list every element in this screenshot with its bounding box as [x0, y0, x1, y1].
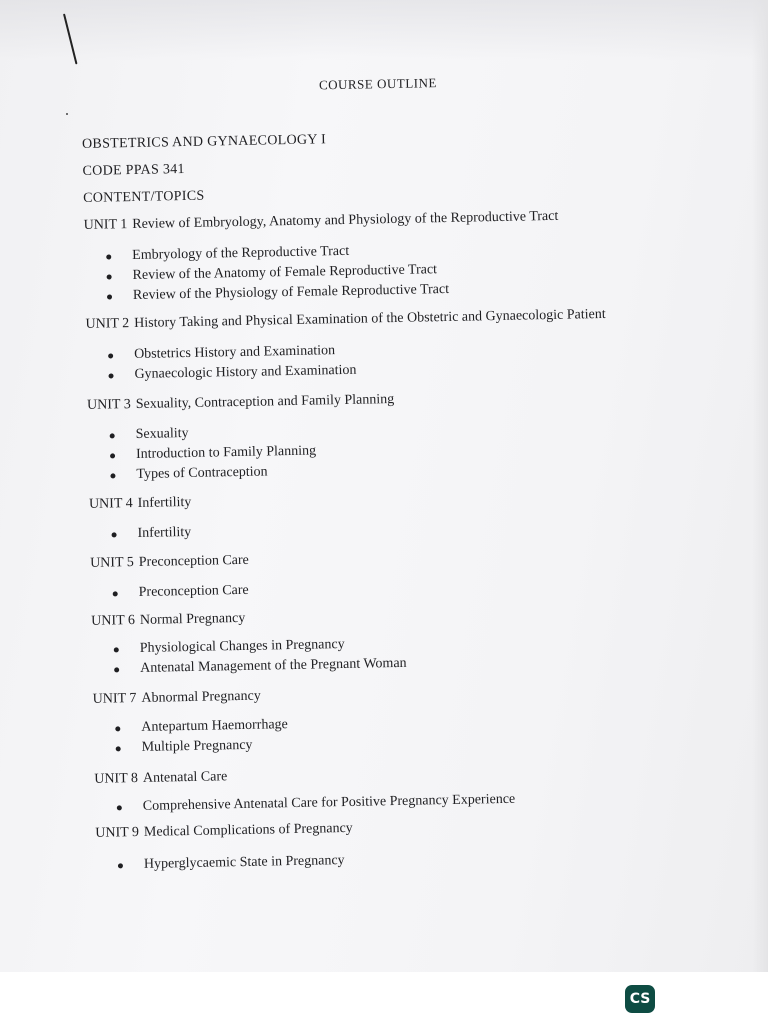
- course-code: CODE PPAS 341: [82, 161, 185, 179]
- topic-list: [115, 715, 288, 758]
- unit-title: Normal Pregnancy: [139, 610, 246, 628]
- unit-title: Infertility: [137, 494, 192, 511]
- topic-item: Preconception Care: [113, 581, 249, 604]
- unit-label: UNIT 3: [86, 397, 131, 413]
- topic-list: [108, 341, 357, 386]
- topic-item: Gynaecologic History and Examination: [108, 361, 356, 386]
- course-name: OBSTETRICS AND GYNAECOLOGY I: [81, 132, 327, 152]
- unit-heading: [94, 769, 227, 788]
- unit-label: UNIT 1: [83, 217, 128, 233]
- topic-item: Review of the Physiology of Female Reproductive Tract: [107, 280, 449, 307]
- topic-item: Physiological Changes in Pregnancy: [114, 634, 407, 660]
- unit-heading: [85, 307, 605, 333]
- unit-title: Sexuality, Contraception and Family Planning: [135, 392, 395, 412]
- unit-heading: [93, 689, 261, 708]
- unit-label: UNIT 5: [89, 555, 134, 571]
- topic-item: Comprehensive Antenatal Care for Positive Pregnancy Experience: [117, 790, 516, 818]
- unit-label: UNIT 7: [92, 691, 137, 707]
- unit-label: UNIT 6: [91, 613, 136, 629]
- topic-item: Hyperglycaemic State in Pregnancy: [118, 851, 345, 875]
- topic-item: Antenatal Management of the Pregnant Woman: [114, 654, 407, 680]
- topic-list: [109, 422, 316, 486]
- topic-list: [106, 240, 449, 307]
- topic-list: [118, 851, 345, 875]
- unit-title: History Taking and Physical Examination of the Obstetric and Gynaecologic Patient: [134, 306, 606, 331]
- topic-item: Embryology of the Reproductive Tract: [106, 240, 448, 267]
- topic-item: Types of Contraception: [110, 462, 316, 486]
- topic-list: [111, 523, 191, 545]
- unit-title: Review of Embryology, Anatomy and Physiology of the Reproductive Tract: [132, 208, 559, 233]
- topic-item: Sexuality: [109, 422, 315, 446]
- unit-title: Preconception Care: [138, 552, 249, 570]
- document-title: COURSE OUTLINE: [318, 75, 437, 93]
- topic-item: Review of the Anatomy of Female Reproductive Tract: [106, 260, 448, 287]
- unit-label: UNIT 9: [95, 824, 140, 841]
- section-heading: CONTENT/TOPICS: [82, 188, 205, 206]
- topic-item: Multiple Pregnancy: [115, 735, 288, 758]
- unit-heading: [89, 495, 192, 513]
- unit-heading: [91, 611, 245, 630]
- unit-heading: [83, 209, 558, 234]
- topic-item: Antepartum Haemorrhage: [115, 715, 288, 738]
- unit-heading: [87, 392, 394, 414]
- topic-list: [114, 634, 407, 680]
- unit-title: Antenatal Care: [142, 769, 228, 786]
- topic-item: Obstetrics History and Examination: [108, 341, 356, 366]
- unit-title: Medical Complications of Pregnancy: [143, 820, 353, 840]
- unit-label: UNIT 4: [88, 496, 133, 512]
- unit-label: UNIT 2: [85, 316, 130, 332]
- topic-list: [113, 581, 249, 604]
- unit-label: UNIT 8: [94, 771, 139, 787]
- topic-item: Introduction to Family Planning: [110, 442, 316, 466]
- unit-heading: [90, 553, 249, 572]
- camscanner-logo-icon: CS: [625, 985, 655, 1013]
- unit-heading: [95, 821, 353, 842]
- topic-item: Infertility: [111, 523, 191, 545]
- unit-title: Abnormal Pregnancy: [141, 688, 261, 706]
- topic-list: [117, 790, 516, 818]
